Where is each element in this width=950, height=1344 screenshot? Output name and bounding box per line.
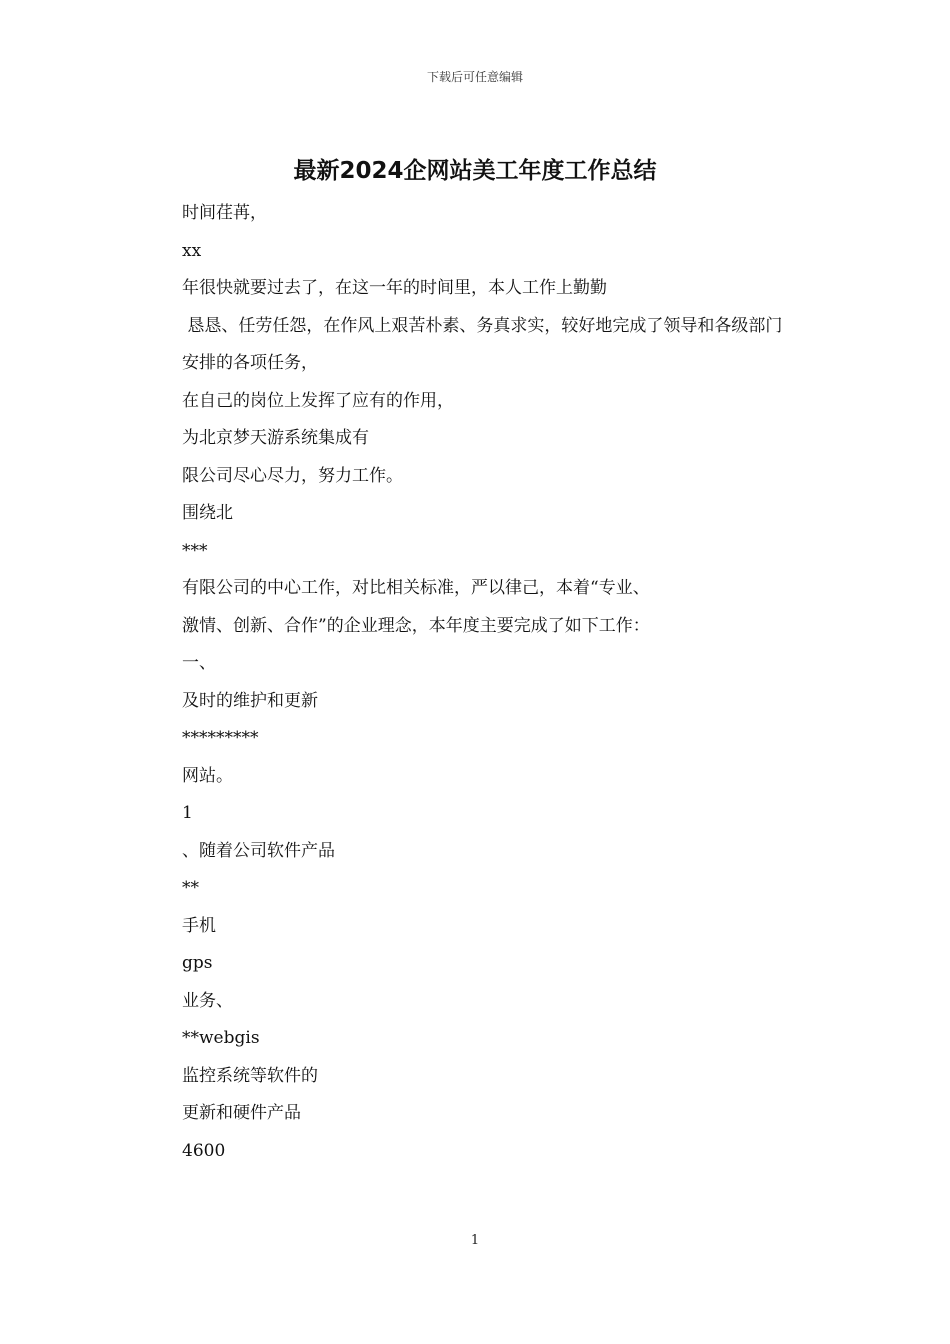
body-paragraph: 手机 — [182, 915, 216, 936]
body-paragraph: 围绕北 — [182, 503, 233, 523]
body-paragraph: 在自己的岗位上发挥了应有的作用， — [182, 390, 454, 411]
body-paragraph: 网站。 — [182, 765, 233, 786]
document-title: 最新2024企网站美工年度工作总结 — [293, 158, 657, 184]
body-paragraph: ********* — [182, 728, 259, 748]
body-paragraph: 时间荏苒， — [182, 203, 267, 223]
body-paragraph: 为北京梦天游系统集成有 — [182, 428, 369, 448]
body-paragraph: ** — [182, 878, 199, 898]
body-paragraph: 、随着公司软件产品 — [182, 840, 335, 861]
body-paragraph: 业务、 — [182, 990, 233, 1011]
body-paragraph: xx — [182, 240, 202, 261]
document-body — [144, 195, 824, 1170]
body-paragraph: 安排的各项任务， — [182, 353, 318, 373]
body-paragraph: 年很快就要过去了，在这一年的时间里，本人工作上勤勤 — [182, 278, 607, 298]
body-paragraph: 激情、创新、合作”的企业理念，本年度主要完成了如下工作： — [182, 615, 650, 636]
body-paragraph: 更新和硬件产品 — [182, 1103, 301, 1123]
body-paragraph: 4600 — [182, 1140, 226, 1161]
body-paragraph: 1 — [182, 803, 193, 823]
body-paragraph: 一、 — [182, 653, 216, 673]
body-paragraph: gps — [182, 953, 213, 973]
body-paragraph: *** — [182, 540, 208, 561]
body-paragraph: 限公司尽心尽力，努力工作。 — [182, 465, 403, 486]
page-header-note: 下载后可任意编辑 — [426, 70, 523, 84]
body-paragraph: 恳恳、任劳任怨，在作风上艰苦朴素、务真求实，较好地完成了领导和各级部门 — [182, 315, 783, 336]
body-paragraph: 监控系统等软件的 — [182, 1065, 318, 1086]
body-paragraph: 有限公司的中心工作，对比相关标准，严以律己，本着“专业、 — [182, 578, 650, 598]
body-paragraph: **webgis — [182, 1028, 260, 1048]
body-paragraph: 及时的维护和更新 — [182, 690, 318, 711]
page-number: 1 — [470, 1233, 480, 1248]
